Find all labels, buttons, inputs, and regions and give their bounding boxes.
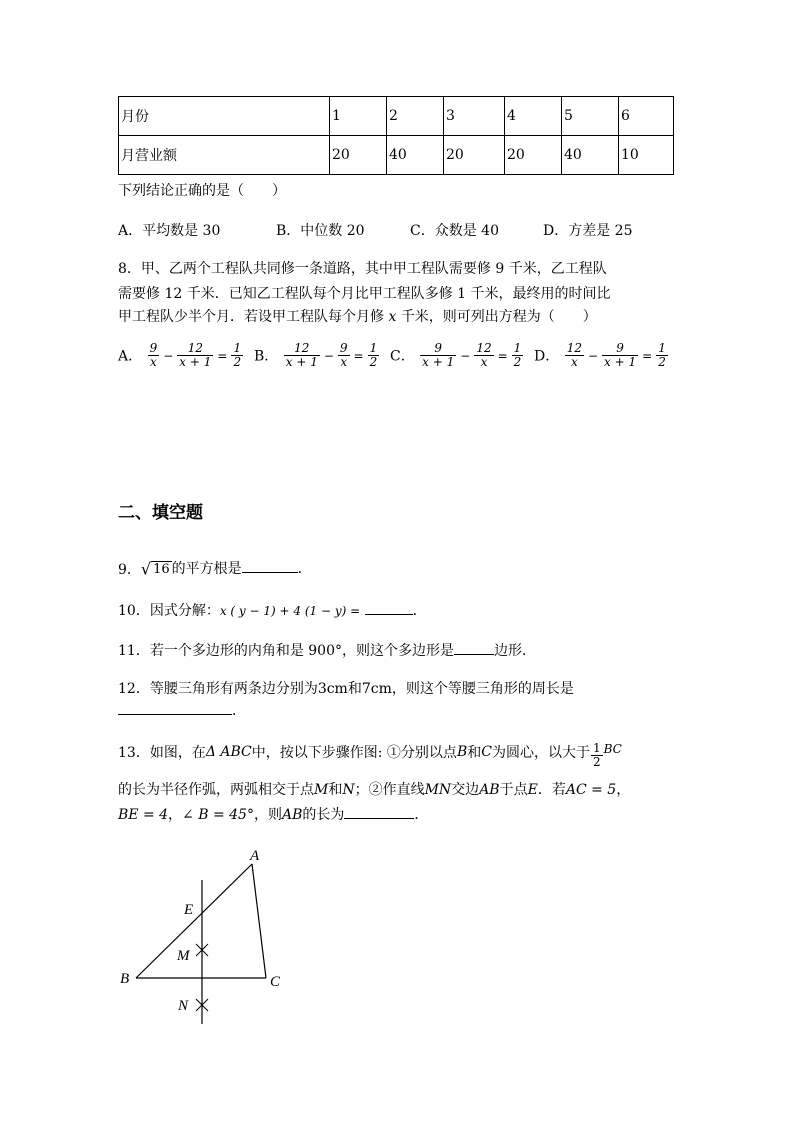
table-cell: 4 [505, 97, 562, 136]
table-cell: 10 [619, 136, 674, 175]
label-n: N [178, 998, 189, 1014]
table-cell: 2 [387, 97, 444, 136]
triangle-figure [110, 840, 310, 1030]
answer-blank[interactable] [118, 700, 232, 715]
table-cell: 月营业额 [119, 136, 330, 175]
side-ac [252, 864, 266, 978]
label-a: A [250, 848, 260, 864]
q13-line3: BE = 4，∠ B = 45°，则AB的长为 ． [118, 804, 428, 824]
table-row [119, 136, 674, 175]
table-cell: 20 [330, 136, 387, 175]
answer-blank[interactable] [344, 804, 414, 819]
table-cell: 20 [444, 136, 505, 175]
answer-blank[interactable] [242, 558, 298, 573]
q12-answer-line: ． [118, 700, 246, 720]
table-cell: 1 [330, 97, 387, 136]
q10: 10．因式分解：x ( y − 1) + 4 (1 − y) = ． [118, 600, 427, 620]
q7-option-d[interactable]: D．方差是 25 [543, 223, 633, 239]
side-ab [136, 864, 252, 978]
q8-line2: 需要修 12 千米．已知乙工程队每个月比甲工程队多修 1 千米，最终用的时间比 [118, 286, 611, 302]
q13-line2: 的长为半径作弧，两弧相交于点M和N；②作直线MN交边AB于点E．若AC = 5， [118, 782, 631, 798]
revenue-table [118, 96, 674, 175]
q8-option-a[interactable]: A． $\frac{9}{x}$ − $\frac{12}{x + 1}$ = $\frac{1}{2}$ [118, 341, 242, 369]
table-cell: 5 [562, 97, 619, 136]
q12: 12．等腰三角形有两条边分别为3cm和7cm，则这个等腰三角形的周长是 [118, 681, 574, 697]
q11: 11．若一个多边形的内角和是 900°，则这个多边形是 边形． [118, 640, 536, 660]
section-heading: 二、填空题 [118, 503, 203, 523]
label-b: B [120, 971, 130, 987]
table-cell: 3 [444, 97, 505, 136]
q8-line1: 8．甲、乙两个工程队共同修一条道路，其中甲工程队需要修 9 千米，乙工程队 [118, 261, 607, 277]
label-c: C [270, 974, 281, 990]
table-row [119, 97, 674, 136]
table-cell: 月份 [119, 97, 330, 136]
q7-option-b[interactable]: B．中位数 20 [276, 223, 365, 239]
table-cell: 40 [387, 136, 444, 175]
q9: 9．√ 16 的平方根是 ． [118, 559, 312, 579]
label-m: M [177, 948, 190, 964]
table-cell: 6 [619, 97, 674, 136]
label-e: E [184, 902, 194, 918]
table-cell: 40 [562, 136, 619, 175]
q7-option-c[interactable]: C．众数是 40 [410, 223, 499, 239]
answer-blank[interactable] [365, 600, 413, 615]
q8-option-d[interactable]: D． $\frac{12}{x}$ − $\frac{9}{x + 1}$ = $\frac{1}{2}$ [534, 341, 666, 369]
q13-line1: 13．如图，在Δ ABC中，按以下步骤作图: ①分别以点B和C为圆心，以大于 $\frac{1}{2}$ BC [118, 741, 622, 769]
answer-blank[interactable] [454, 640, 494, 655]
table-cell: 20 [505, 136, 562, 175]
q7-prompt: 下列结论正确的是（ ） [118, 183, 286, 199]
q7-option-a[interactable]: A．平均数是 30 [118, 223, 221, 239]
q8-option-b[interactable]: B． $\frac{12}{x + 1}$ − $\frac{9}{x}$ = $\frac{1}{2}$ [254, 341, 378, 369]
q8-option-c[interactable]: C． $\frac{9}{x + 1}$ − $\frac{12}{x}$ = $\frac{1}{2}$ [390, 341, 522, 369]
q8-line3: 甲工程队少半个月．若设甲工程队每个月修 x 千米，则可列出方程为（ ） [118, 309, 597, 325]
